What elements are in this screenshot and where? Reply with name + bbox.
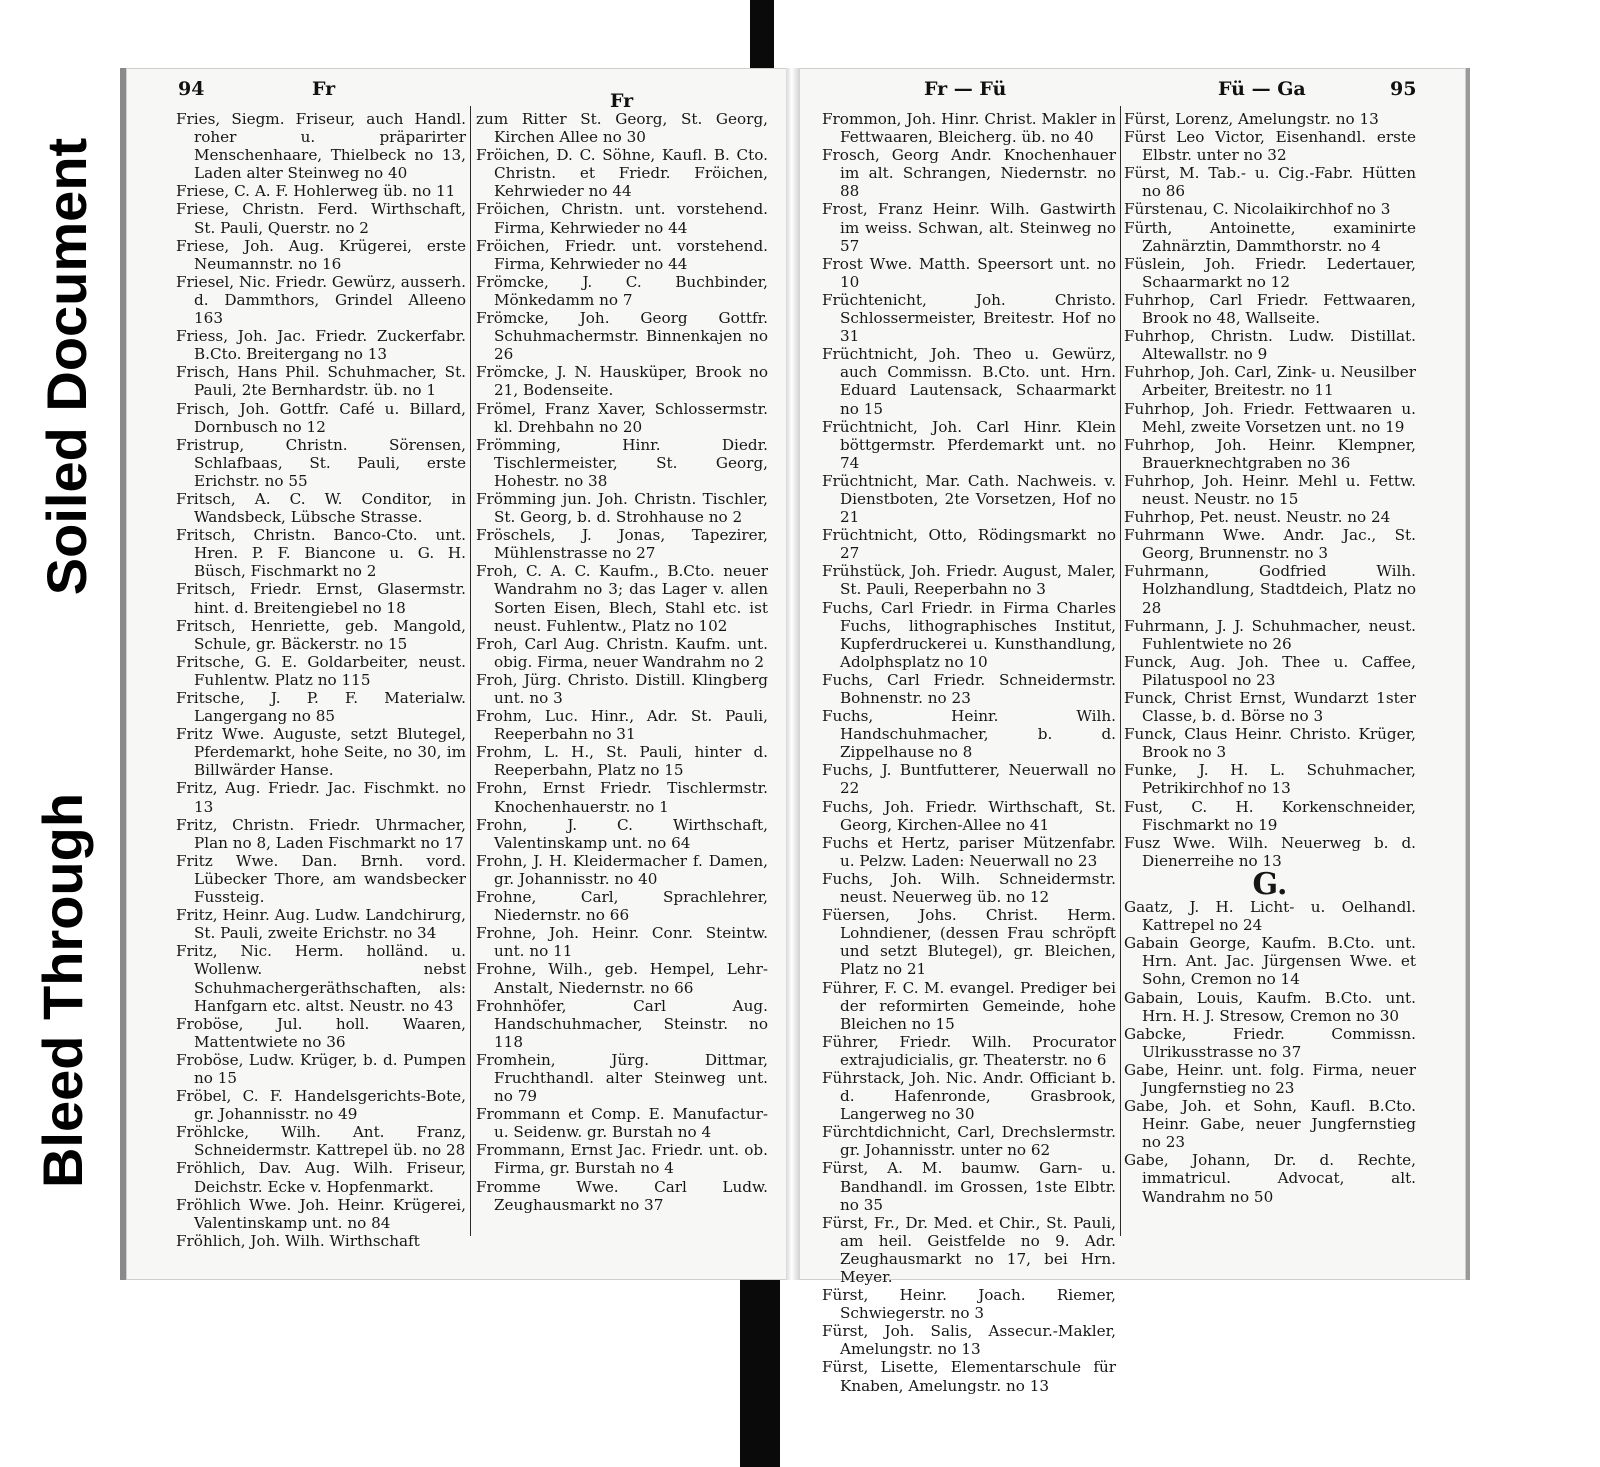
directory-entry: Funck, Claus Heinr. Christo. Krüger, Brook no 3 — [1124, 725, 1416, 762]
directory-entry: Fürst, Lorenz, Amelungstr. no 13 — [1124, 110, 1379, 128]
left-page-column-1 — [176, 110, 466, 1250]
directory-entry: Früchtnicht, Otto, Rödingsmarkt no 27 — [822, 526, 1116, 563]
directory-entry: Fürstenau, C. Nicolaikirchhof no 3 — [1124, 200, 1391, 219]
directory-entry: Führer, F. C. M. evangel. Prediger bei der reformirten Gemeinde, hohe Bleichen no 15 — [822, 978, 1116, 1033]
directory-entry: zum Ritter St. Georg, St. Georg, Kirchen Allee no 30 — [476, 110, 768, 147]
directory-entry: Fuhrhop, Carl Friedr. Fettwaaren, Brook no 48, Wallseite. — [1124, 290, 1416, 328]
directory-entry: Fürst, Lisette, Elementarschule für Knaben, Amelungstr. no 13 — [822, 1358, 1116, 1395]
directory-entry: Fuchs, Heinr. Wilh. Handschuhmacher, b. d. Zippelhause no 8 — [822, 707, 1116, 762]
directory-entry: Fuhrmann Wwe. Andr. Jac., St. Georg, Brunnenstr. no 3 — [1124, 526, 1416, 563]
directory-entry: Friese, Christn. Ferd. Wirthschaft, St. Pauli, Querstr. no 2 — [176, 200, 466, 237]
directory-entry: Fröhlich Wwe. Joh. Heinr. Krügerei, Valentinskamp unt. no 84 — [176, 1195, 466, 1232]
directory-entry: Fuchs, Carl Friedr. Schneidermstr. Bohnenstr. no 23 — [822, 670, 1116, 707]
left-header-col1: Fr — [312, 78, 336, 100]
left-page-number: 94 — [178, 78, 205, 100]
directory-entry: Fritsch, Friedr. Ernst, Glasermstr. hint. d. Breitengiebel no 18 — [176, 580, 466, 617]
directory-entry: Führer, Friedr. Wilh. Procurator extrajudicialis, gr. Theaterstr. no 6 — [822, 1032, 1116, 1069]
directory-entry: Fuchs, Carl Friedr. in Firma Charles Fuchs, lithographisches Institut, Kupferdruckerei u. Kunsthandlung, Adolphsplatz no 10 — [822, 598, 1116, 671]
directory-entry: Frohne, Joh. Heinr. Conr. Steintw. unt. no 11 — [476, 924, 768, 961]
directory-entry: Fürst, A. M. baumw. Garn- u. Bandhandl. im Grossen, 1ste Elbtr. no 35 — [822, 1159, 1116, 1214]
directory-entry: Fritz, Nic. Herm. holländ. u. Wollenw. nebst Schuhmachergeräthschaften, als: Hanfgarn etc. altst. Neustr. no 43 — [176, 942, 466, 1015]
directory-entry: Frohnhöfer, Carl Aug. Handschuhmacher, Steinstr. no 118 — [476, 996, 768, 1051]
directory-entry: Friesel, Nic. Friedr. Gewürz, ausserh. d. Dammthors, Grindel Alleeno 163 — [176, 272, 466, 328]
directory-entry: Fuchs, J. Buntfutterer, Neuerwall no 22 — [822, 761, 1116, 798]
directory-entry: Fries, Siegm. Friseur, auch Handl. roher u. präparirter Menschenhaare, Thielbeck no 13, Laden alter Steinweg no 40 — [176, 110, 466, 183]
directory-entry: Frühstück, Joh. Friedr. August, Maler, St. Pauli, Reeperbahn no 3 — [822, 562, 1116, 599]
binding-spine-bottom — [740, 1280, 780, 1467]
directory-entry: Friess, Joh. Jac. Friedr. Zuckerfabr. B.Cto. Breitergang no 13 — [176, 327, 466, 364]
directory-entry: Froh, Carl Aug. Christn. Kaufm. unt. obig. Firma, neuer Wandrahm no 2 — [476, 634, 768, 671]
directory-entry: Frömel, Franz Xaver, Schlossermstr. kl. Drehbahn no 20 — [476, 399, 768, 436]
binding-spine-top — [750, 0, 774, 78]
directory-entry: Friese, Joh. Aug. Krügerei, erste Neumannstr. no 16 — [176, 236, 466, 273]
directory-entry: Fuhrmann, J. J. Schuhmacher, neust. Fuhlentwiete no 26 — [1124, 616, 1416, 653]
right-page-column-1 — [822, 110, 1116, 1395]
directory-entry: Fritsch, Henriette, geb. Mangold, Schule, gr. Bäckerstr. no 15 — [176, 616, 466, 653]
directory-entry: Fritsche, G. E. Goldarbeiter, neust. Fuhlentw. Platz no 115 — [176, 652, 466, 689]
directory-entry: Gabe, Johann, Dr. d. Rechte, immatricul. Advocat, alt. Wandrahm no 50 — [1124, 1151, 1416, 1206]
directory-entry: Frohm, Luc. Hinr., Adr. St. Pauli, Reeperbahn no 31 — [476, 707, 768, 744]
directory-entry: Frömcke, J. C. Buchbinder, Mönkedamm no 7 — [476, 272, 768, 309]
directory-entry: Frömcke, Joh. Georg Gottfr. Schuhmachermstr. Binnenkajen no 26 — [476, 309, 768, 364]
directory-entry: Frohn, J. C. Wirthschaft, Valentinskamp unt. no 64 — [476, 815, 768, 852]
directory-entry: Fürst, Joh. Salis, Assecur.-Makler, Amelungstr. no 13 — [822, 1322, 1116, 1359]
directory-entry: Fritsch, A. C. W. Conditor, in Wandsbeck, Lübsche Strasse. — [176, 489, 466, 527]
directory-entry: Fristrup, Christn. Sörensen, Schlafbaas, St. Pauli, erste Erichstr. no 55 — [176, 435, 466, 490]
directory-entry: Frommann et Comp. E. Manufactur- u. Seidenw. gr. Burstah no 4 — [476, 1105, 768, 1142]
directory-entry: Fröhlcke, Wilh. Ant. Franz, Schneidermstr. Kattrepel üb. no 28 — [176, 1123, 466, 1160]
directory-entry: Fröhlich, Joh. Wilh. Wirthschaft — [176, 1231, 420, 1250]
directory-entry: Gabain, Louis, Kaufm. B.Cto. unt. Hrn. H. J. Stresow, Cremon no 30 — [1124, 988, 1416, 1025]
directory-entry: Fröbel, C. F. Handelsgerichts-Bote, gr. Johannisstr. no 49 — [176, 1087, 466, 1124]
directory-entry: Frohn, J. H. Kleidermacher f. Damen, gr. Johannisstr. no 40 — [476, 851, 768, 888]
directory-entry: Füslein, Joh. Friedr. Ledertauer, Schaarmarkt no 12 — [1124, 254, 1416, 291]
directory-entry: Fuhrhop, Christn. Ludw. Distillat. Altewallstr. no 9 — [1124, 327, 1416, 364]
directory-entry: Fritz, Heinr. Aug. Ludw. Landchirurg, St. Pauli, zweite Erichstr. no 34 — [176, 906, 466, 943]
directory-entry: Gabe, Joh. et Sohn, Kaufl. B.Cto. Heinr. Gabe, neuer Jungfernstieg no 23 — [1124, 1097, 1416, 1152]
directory-entry: Fust, C. H. Korkenschneider, Fischmarkt no 19 — [1124, 797, 1416, 834]
directory-entry: Froh, Jürg. Christo. Distill. Klingberg unt. no 3 — [476, 670, 768, 707]
directory-entry: Frisch, Joh. Gottfr. Café u. Billard, Dornbusch no 12 — [176, 399, 466, 436]
directory-entry: Fuhrhop, Pet. neust. Neustr. no 24 — [1124, 508, 1391, 527]
directory-entry: Fürst Leo Victor, Eisenhandl. erste Elbstr. unter no 32 — [1124, 128, 1416, 165]
directory-entry: Fürst, M. Tab.- u. Cig.-Fabr. Hütten no 86 — [1124, 164, 1416, 201]
right-page-column-2 — [1124, 110, 1416, 1206]
directory-entry: Froböse, Jul. holl. Waaren, Mattentwiete no 36 — [176, 1014, 466, 1051]
directory-entry: Früchtenicht, Joh. Christo. Schlossermeister, Breitestr. Hof no 31 — [822, 290, 1116, 346]
directory-entry: Fuhrhop, Joh. Heinr. Klempner, Brauerknechtgraben no 36 — [1124, 435, 1416, 472]
directory-entry: Früchtnicht, Mar. Cath. Nachweis. v. Dienstboten, 2te Vorsetzen, Hof no 21 — [822, 471, 1116, 527]
directory-entry: Gaatz, J. H. Licht- u. Oelhandl. Kattrepel no 24 — [1124, 898, 1416, 935]
directory-entry: Frohne, Wilh., geb. Hempel, Lehr-Anstalt, Niedernstr. no 66 — [476, 960, 768, 997]
directory-entry: Fröschels, J. Jonas, Tapezirer, Mühlenstrasse no 27 — [476, 526, 768, 563]
right-page-number: 95 — [1390, 78, 1417, 100]
directory-entry: Fuhrhop, Joh. Heinr. Mehl u. Fettw. neust. Neustr. no 15 — [1124, 471, 1416, 508]
directory-entry: Gabcke, Friedr. Commissn. Ulrikusstrasse no 37 — [1124, 1024, 1416, 1061]
directory-entry: Fusz Wwe. Wilh. Neuerweg b. d. Dienerreihe no 13 — [1124, 833, 1416, 870]
directory-entry: Fritsche, J. P. F. Materialw. Langergang no 85 — [176, 689, 466, 726]
directory-entry: Frömming jun. Joh. Christn. Tischler, St. Georg, b. d. Strohhause no 2 — [476, 489, 768, 527]
directory-entry: Fromme Wwe. Carl Ludw. Zeughausmarkt no 37 — [476, 1177, 768, 1214]
directory-entry: Gabe, Heinr. unt. folg. Firma, neuer Jungfernstieg no 23 — [1124, 1060, 1416, 1097]
directory-entry: Fuhrhop, Joh. Friedr. Fettwaaren u. Mehl, zweite Vorsetzen unt. no 19 — [1124, 399, 1416, 436]
directory-entry: Frömcke, J. N. Hausküper, Brook no 21, Bodenseite. — [476, 363, 768, 400]
directory-entry: Frömming, Hinr. Diedr. Tischlermeister, St. Georg, Hohestr. no 38 — [476, 435, 768, 490]
directory-entry: Frommon, Joh. Hinr. Christ. Makler in Fettwaaren, Bleicherg. üb. no 40 — [822, 110, 1116, 147]
right-header-col1: Fr — Fü — [924, 78, 1007, 100]
left-page-column-2 — [476, 110, 768, 1214]
directory-entry: Funck, Christ Ernst, Wundarzt 1ster Classe, b. d. Börse no 3 — [1124, 689, 1416, 726]
directory-entry: Fröichen, D. C. Söhne, Kaufl. B. Cto. Christn. et Friedr. Fröichen, Kehrwieder no 44 — [476, 146, 768, 201]
directory-entry: Fuchs, Joh. Wilh. Schneidermstr. neust. Neuerweg üb. no 12 — [822, 869, 1116, 907]
directory-entry: Früchtnicht, Joh. Carl Hinr. Klein böttgermstr. Pferdemarkt unt. no 74 — [822, 417, 1116, 472]
directory-entry: Frost, Franz Heinr. Wilh. Gastwirth im weiss. Schwan, alt. Steinweg no 57 — [822, 200, 1116, 255]
directory-entry: Fürth, Antoinette, examinirte Zahnärztin, Dammthorstr. no 4 — [1124, 218, 1416, 255]
directory-entry: Frost Wwe. Matth. Speersort unt. no 10 — [822, 254, 1116, 291]
directory-entry: Fröhlich, Dav. Aug. Wilh. Friseur, Deichstr. Ecke v. Hopfenmarkt. — [176, 1159, 466, 1196]
directory-entry: Fröichen, Christn. unt. vorstehend. Firma, Kehrwieder no 44 — [476, 200, 768, 237]
soiled-document-label: Soiled Document — [20, 128, 114, 604]
directory-entry: Führstack, Joh. Nic. Andr. Officiant b. d. Hafenronde, Grasbrook, Langerweg no 30 — [822, 1068, 1116, 1124]
directory-entry: Fritz Wwe. Dan. Brnh. vord. Lübecker Thore, am wandsbecker Fussteig. — [176, 851, 466, 907]
directory-entry: Fuchs, Joh. Friedr. Wirthschaft, St. Georg, Kirchen-Allee no 41 — [822, 797, 1116, 834]
directory-entry: Froböse, Ludw. Krüger, b. d. Pumpen no 15 — [176, 1050, 466, 1087]
section-letter-g: G. — [1252, 866, 1288, 902]
directory-entry: Fürchtdichnicht, Carl, Drechslermstr. gr. Johannisstr. unter no 62 — [822, 1123, 1116, 1160]
directory-entry: Gabain George, Kaufm. B.Cto. unt. Hrn. Ant. Jac. Jürgensen Wwe. et Sohn, Cremon no 14 — [1124, 934, 1416, 989]
gutter — [786, 68, 800, 1280]
directory-entry: Froh, C. A. C. Kaufm., B.Cto. neuer Wandrahm no 3; das Lager v. allen Sorten Eisen, Blech, Stahl etc. ist neust. Fuhlentw., Platz no 102 — [476, 562, 768, 635]
bleed-through-label: Bleed Through — [16, 760, 110, 1220]
directory-entry: Frohm, L. H., St. Pauli, hinter d. Reeperbahn, Platz no 15 — [476, 743, 768, 780]
directory-entry: Fritsch, Christn. Banco-Cto. unt. Hren. P. F. Biancone u. G. H. Büsch, Fischmarkt no 2 — [176, 526, 466, 581]
directory-entry: Fuhrmann, Godfried Wilh. Holzhandlung, Stadtdeich, Platz no 28 — [1124, 562, 1416, 617]
right-header-col2: Fü — Ga — [1218, 78, 1306, 100]
directory-entry: Fürst, Fr., Dr. Med. et Chir., St. Pauli, am heil. Geistfelde no 9. Adr. Zeughausmarkt no 17, bei Hrn. Meyer. — [822, 1213, 1116, 1286]
directory-entry: Frohne, Carl, Sprachlehrer, Niedernstr. no 66 — [476, 888, 768, 925]
directory-entry: Frommann, Ernst Jac. Friedr. unt. ob. Firma, gr. Burstah no 4 — [476, 1141, 768, 1178]
directory-entry: Fröichen, Friedr. unt. vorstehend. Firma, Kehrwieder no 44 — [476, 236, 768, 273]
directory-entry: Friese, C. A. F. Hohlerweg üb. no 11 — [176, 182, 456, 201]
directory-entry: Frosch, Georg Andr. Knochenhauer im alt. Schrangen, Niedernstr. no 88 — [822, 146, 1116, 201]
directory-entry: Frisch, Hans Phil. Schuhmacher, St. Pauli, 2te Bernhardstr. üb. no 1 — [176, 363, 466, 400]
directory-entry: Fritz Wwe. Auguste, setzt Blutegel, Pferdemarkt, hohe Seite, no 30, im Billwärder Hanse. — [176, 725, 466, 780]
directory-entry: Fürst, Heinr. Joach. Riemer, Schwiegerstr. no 3 — [822, 1286, 1116, 1323]
directory-entry: Funke, J. H. L. Schuhmacher, Petrikirchhof no 13 — [1124, 761, 1416, 798]
directory-entry: Fromhein, Jürg. Dittmar, Fruchthandl. alter Steinweg unt. no 79 — [476, 1050, 768, 1106]
directory-entry: Fuhrhop, Joh. Carl, Zink- u. Neusilber Arbeiter, Breitestr. no 11 — [1124, 363, 1416, 400]
left-header-col2: Fr — [610, 90, 634, 112]
directory-entry: Füersen, Johs. Christ. Herm. Lohndiener, (dessen Frau schröpft und setzt Blutegel), gr. Bleichen, Platz no 21 — [822, 906, 1116, 979]
directory-entry: Früchtnicht, Joh. Theo u. Gewürz, auch Commissn. B.Cto. unt. Hrn. Eduard Lautensack, Schaarmarkt no 15 — [822, 345, 1116, 418]
left-column-rule — [470, 106, 471, 1236]
directory-entry: Fritz, Christn. Friedr. Uhrmacher, Plan no 8, Laden Fischmarkt no 17 — [176, 815, 466, 852]
directory-entry: Fuchs et Hertz, pariser Mützenfabr. u. Pelzw. Laden: Neuerwall no 23 — [822, 833, 1116, 870]
directory-entry: Fritz, Aug. Friedr. Jac. Fischmkt. no 13 — [176, 779, 466, 816]
right-column-rule — [1120, 106, 1121, 1236]
directory-entry: Funck, Aug. Joh. Thee u. Caffee, Pilatuspool no 23 — [1124, 652, 1416, 689]
directory-entry: Frohn, Ernst Friedr. Tischlermstr. Knochenhauerstr. no 1 — [476, 779, 768, 816]
